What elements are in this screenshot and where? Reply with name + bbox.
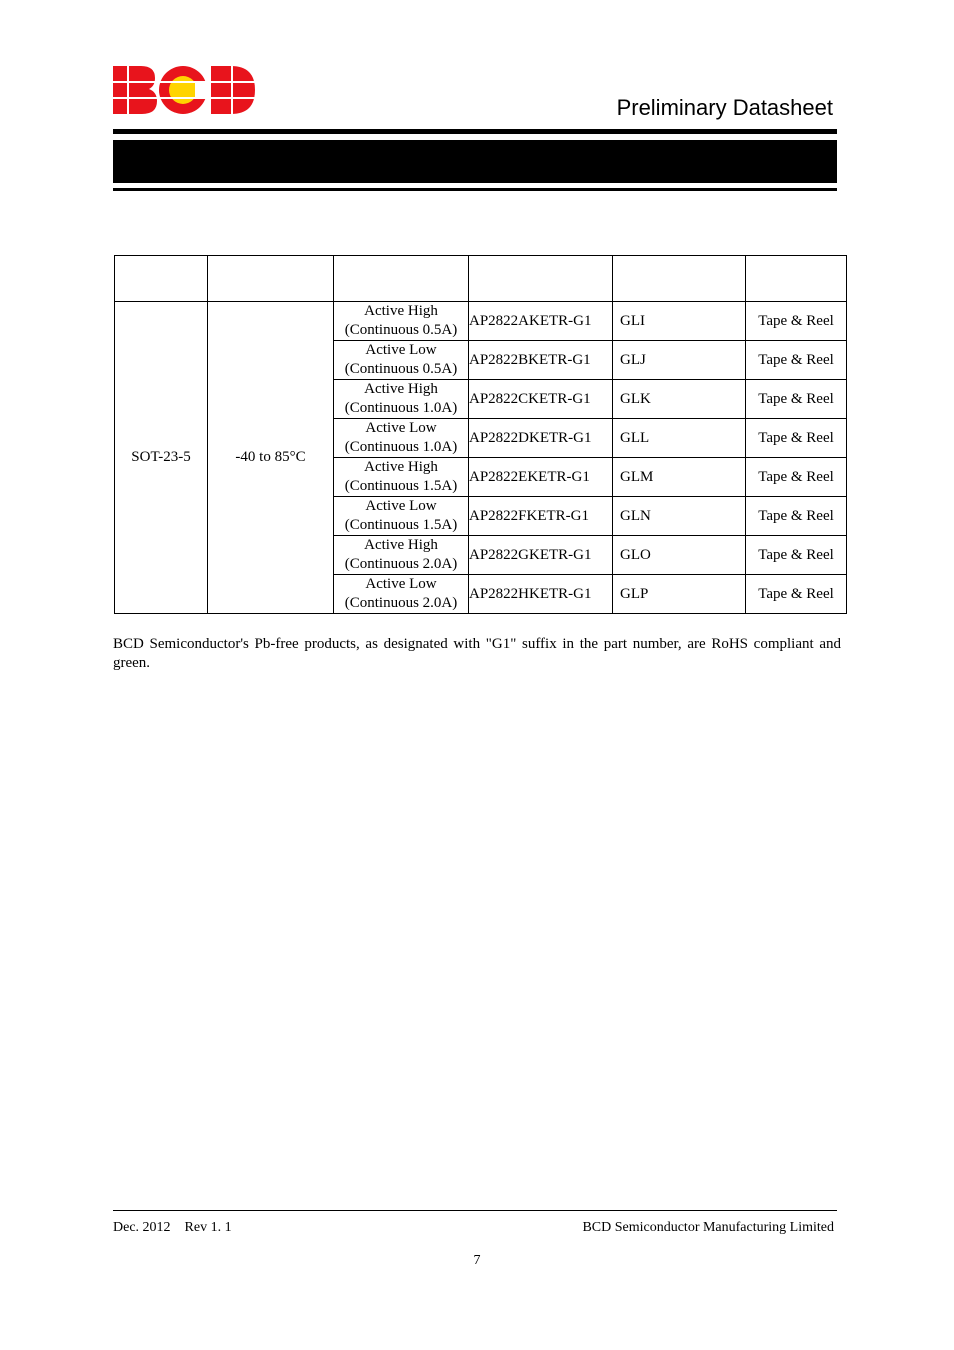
footer-date-revision: Dec. 2012 Rev 1. 1 [113,1220,232,1235]
bcd-logo [113,66,255,114]
ordering-table [114,255,847,614]
packing-cell: Tape & Reel [746,419,847,458]
title-bar [113,140,837,183]
description-line: (Continuous 1.5A) [344,517,458,533]
header-cell [746,256,847,302]
marking-cell: GLL [613,419,746,458]
part-number-cell: AP2822CKETR-G1 [469,380,613,419]
description-line: Active High [364,381,438,397]
table-header-row [115,256,847,302]
description-cell [334,380,469,419]
package-cell: SOT-23-5 [115,302,208,614]
part-number-cell: AP2822BKETR-G1 [469,341,613,380]
part-number-cell: AP2822HKETR-G1 [469,575,613,614]
page-number: 7 [473,1253,481,1268]
description-cell [334,536,469,575]
marking-cell: GLK [613,380,746,419]
part-number-cell: AP2822DKETR-G1 [469,419,613,458]
marking-cell: GLP [613,575,746,614]
marking-cell: GLM [613,458,746,497]
part-number-cell: AP2822FKETR-G1 [469,497,613,536]
header-cell [613,256,746,302]
marking-cell: GLN [613,497,746,536]
part-number-cell: AP2822AKETR-G1 [469,302,613,341]
packing-cell: Tape & Reel [746,575,847,614]
description-cell [334,341,469,380]
temperature-cell: -40 to 85°C [208,302,334,614]
packing-cell: Tape & Reel [746,341,847,380]
document-type: Preliminary Datasheet [616,95,833,120]
description-line: (Continuous 0.5A) [344,322,458,338]
header-cell [208,256,334,302]
description-line: (Continuous 2.0A) [344,556,458,572]
footer-company: BCD Semiconductor Manufacturing Limited [582,1220,834,1235]
description-cell [334,497,469,536]
packing-cell: Tape & Reel [746,458,847,497]
description-line: Active Low [365,420,437,436]
description-line: Active High [364,459,438,475]
part-number-cell: AP2822EKETR-G1 [469,458,613,497]
description-cell [334,575,469,614]
header-cell [334,256,469,302]
description-cell [334,302,469,341]
description-line: (Continuous 1.0A) [344,400,458,416]
header-rule-thick [113,129,837,134]
header-cell [115,256,208,302]
description-line: Active High [364,303,438,319]
description-line: Active High [364,537,438,553]
table-row [115,302,847,341]
packing-cell: Tape & Reel [746,302,847,341]
rohs-note: BCD Semiconductor's Pb-free products, as designated with "G1" suffix in the part number, are RoHS compliant and green. [113,636,841,671]
packing-cell: Tape & Reel [746,536,847,575]
packing-cell: Tape & Reel [746,497,847,536]
description-line: (Continuous 1.5A) [344,478,458,494]
description-cell [334,458,469,497]
description-line: (Continuous 1.0A) [344,439,458,455]
description-line: Active Low [365,498,437,514]
description-line: (Continuous 0.5A) [344,361,458,377]
marking-cell: GLO [613,536,746,575]
header-rule-thin [113,188,837,191]
marking-cell: GLI [613,302,746,341]
description-cell [334,419,469,458]
part-number-cell: AP2822GKETR-G1 [469,536,613,575]
packing-cell: Tape & Reel [746,380,847,419]
marking-cell: GLJ [613,341,746,380]
footer-rule [113,1210,837,1211]
description-line: Active Low [365,342,437,358]
description-line: Active Low [365,576,437,592]
description-line: (Continuous 2.0A) [344,595,458,611]
header-cell [469,256,613,302]
